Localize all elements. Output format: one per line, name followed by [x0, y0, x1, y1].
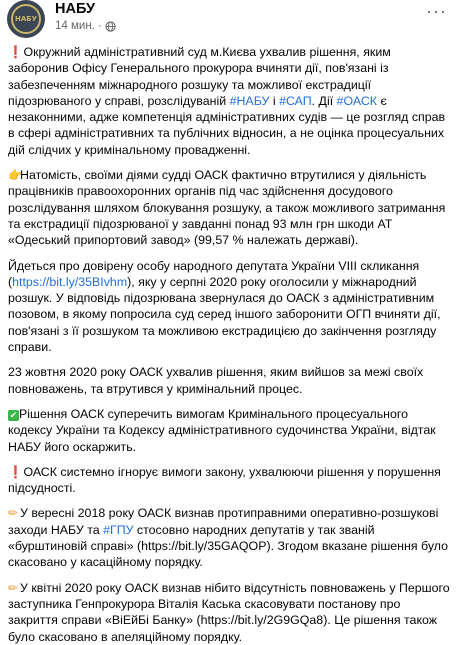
hashtag-sap[interactable]: #САП — [279, 93, 312, 108]
page-name-link[interactable]: НАБУ — [55, 1, 96, 17]
link-3[interactable]: https://bit.ly/2G9GQa8 — [200, 613, 324, 628]
paragraph-4: 23 жовтня 2020 року ОАСК ухвалив рішення, яким вийшов за межі своїх повноважень, та втрутився у кримінальний процес. — [8, 365, 424, 396]
link-2[interactable]: https://bit.ly/35GAQOP — [141, 539, 267, 554]
paragraph-1: ❗ Окружний адміністративний суд м.Києва ухвалив рішення, яким заборонив Офісу Генерального прокурора вчиняти дії, пов'язані із забезпеченням міжнародного розшуку та можливої екстрадиції підозрюваного у справі, розслідуваній #НАБУ і #САП. Дії #ОАСК є незаконними, адже компетенція адміністративних судів — це розгляд справ в сфері адміністративних та публічних відносин, а не оцінка процесуальних дій слідчих у кримінальному провадженні. — [8, 45, 446, 157]
globe-icon[interactable] — [105, 21, 116, 32]
pointing-hand-icon: 👉 — [8, 168, 23, 183]
hashtag-nabu[interactable]: #НАБУ — [229, 93, 270, 108]
exclamation-icon: ❗ — [8, 45, 23, 59]
post-meta: 14 мин. · — [55, 20, 116, 32]
hashtag-oask[interactable]: #ОАСК — [336, 93, 378, 108]
hashtag-gpu[interactable]: #ГПУ — [103, 522, 134, 537]
paragraph-2: 👉Натомість, своїми діями судді ОАСК фактично втрутилися у діяльність працівників правоохоронних органів під час здійснення досудового розслідування шляхом блокування розшуку, а також можливого затримання та екстрадиції підозрюваної у завданні понад 93 млн грн шкоди АТ «Одеський припортовий завод» (99,57 % належать державі). — [8, 168, 446, 248]
post-time-link[interactable]: 14 мин. — [55, 20, 95, 32]
paragraph-5: ✔ Рішення ОАСК суперечить вимогам Кримінального процесуального кодексу України та Кодексу адміністративного судочинства України, відтак НАБУ його оскаржить. — [8, 406, 436, 454]
paragraph-8: ✏ У квітні 2020 року ОАСК визнав нібито відсутність повноважень у Першого заступника Генпрокурора Віталія Каська скасовувати постанову про закриття справи «ВіЕйБі Банку» (https://bit.ly/2G9GQa8). Це рішення також було скасовано в апеляційному порядку. — [8, 580, 450, 644]
pencil-icon: ✏ — [8, 580, 19, 595]
link-1[interactable]: https://bit.ly/35BIvhm — [12, 274, 128, 289]
post-body — [0, 44, 457, 645]
paragraph-6: ❗ ОАСК системно ігнорує вимоги закону, ухвалюючи рішення у порушення підсудності. — [8, 464, 441, 496]
more-icon[interactable]: ··· — [426, 1, 447, 21]
exclamation-icon: ❗ — [8, 464, 23, 479]
avatar-emblem: НАБУ — [11, 4, 41, 34]
page-avatar[interactable] — [7, 0, 45, 38]
post-header — [0, 0, 457, 44]
paragraph-3: Йдеться про довірену особу народного депутата України VIII скликання (https://bit.ly/35BIvhm), яку у серпні 2020 року оголосили у міжнародний розшук. У відповідь підозрювана звернулася до ОАСК з адміністративним позовом, в якому попросила суд серед іншого заборонити ОГП вчиняти дії, пов'язані з її розшуком та можливою екстрадицією до закінчення розгляду справи. — [8, 258, 441, 355]
pencil-icon: ✏ — [8, 506, 19, 521]
check-mark-icon: ✔ — [9, 409, 18, 420]
paragraph-7: ✏ У вересні 2018 року ОАСК визнав протиправними оперативно-розшукові заходи НАБУ та #ГПУ стосовно народних депутатів у так званій «бурштиновій справі» (https://bit.ly/35GAQOP). Згодом вказане рішення було скасовано у касаційному порядку. — [8, 506, 449, 570]
